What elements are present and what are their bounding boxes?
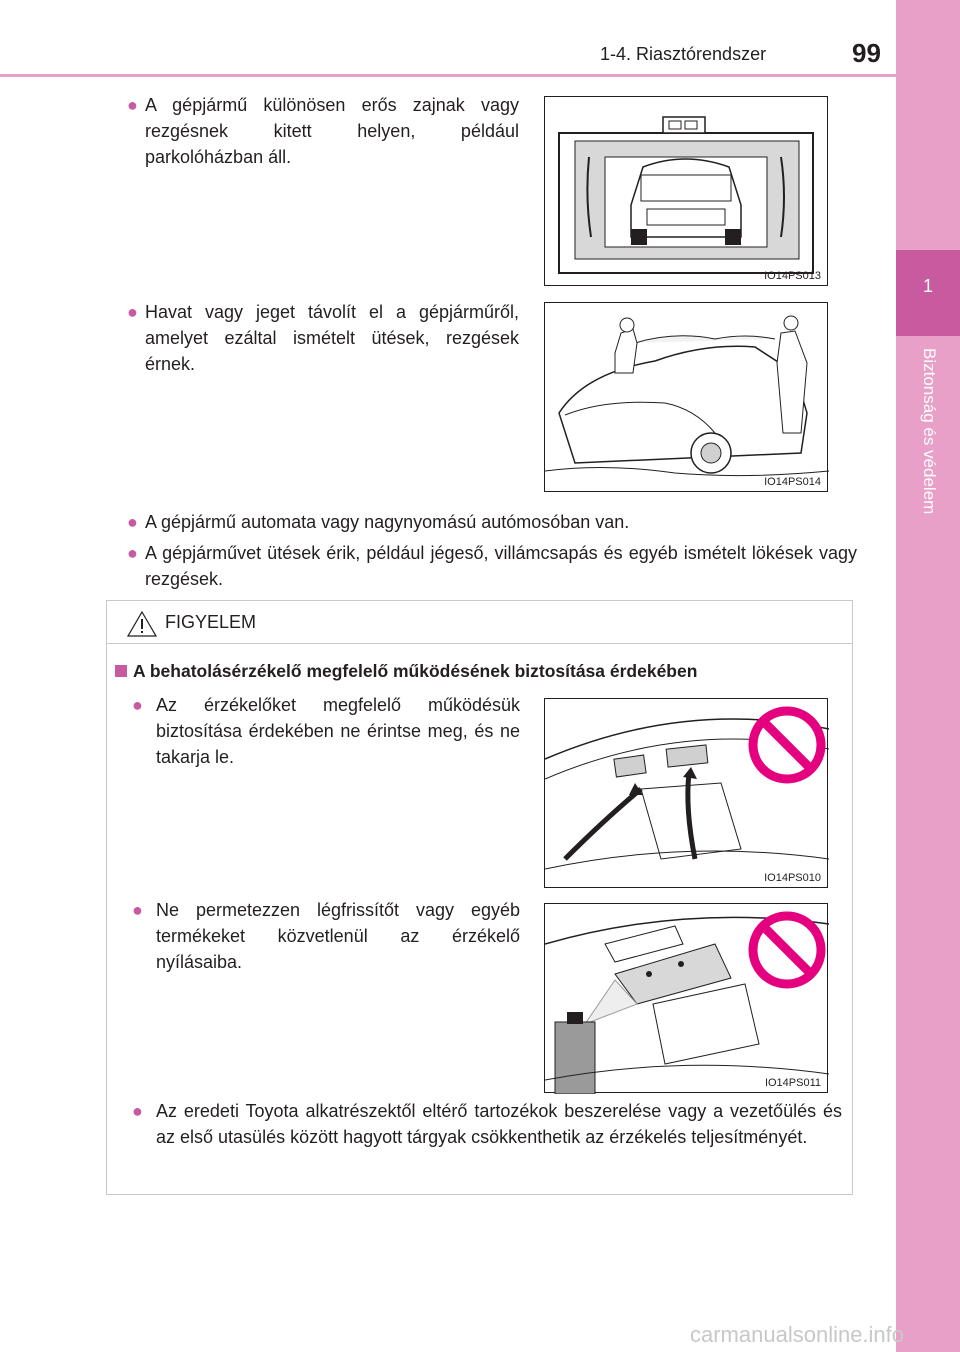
figure-code: IO14PS013 (764, 270, 821, 282)
warning-item-text: Az eredeti Toyota alkatrészektől eltérő tartozékok beszerelése vagy a vezetőülés és az első utasülés között hagyott tárgyak csökkenthetik az érzékelés teljesítményét. (156, 1101, 842, 1147)
figure-code: IO14PS011 (764, 1077, 821, 1089)
figure-code: IO14PS014 (764, 476, 821, 488)
bullet-item (127, 540, 857, 592)
warning-header-rule (106, 643, 853, 644)
sensor-touch-illustration (545, 699, 829, 889)
bullet-item (127, 509, 857, 535)
bullet-dot-icon: ● (132, 900, 143, 920)
bullet-dot-icon: ● (132, 1101, 143, 1121)
figure-parking-garage (544, 96, 828, 286)
bullet-item (127, 92, 519, 170)
page-number: 99 (852, 38, 881, 68)
warning-triangle-icon (126, 610, 158, 638)
warning-title: FIGYELEM (165, 612, 257, 632)
figure-snow-removal (544, 302, 828, 492)
warning-item (132, 1098, 842, 1150)
chapter-title: Biztonság és védelem (920, 348, 939, 515)
figure-code: IO14PS010 (764, 872, 821, 884)
figure-spray-prohibited (544, 903, 828, 1093)
chapter-side-tab (896, 0, 960, 1352)
warning-subheading-text: A behatolásérzékelő megfelelő működésének biztosítása érdekében (133, 661, 698, 681)
bullet-text: A gépjármű automata vagy nagynyomású autómosóban van. (145, 512, 630, 532)
bullet-text: A gépjárművet ütések érik, például jégeső, villámcsapás és egyéb ismételt lökések vagy rezgések. (145, 543, 857, 589)
snow-removal-illustration (545, 303, 829, 493)
spray-illustration (545, 904, 829, 1094)
bullet-dot-icon: ● (127, 543, 138, 563)
warning-item-text: Az érzékelőket megfelelő működésük biztosítása érdekében ne érintse meg, és ne takarja le. (156, 695, 520, 767)
chapter-number: 1 (922, 276, 933, 296)
figure-sensor-touch-prohibited (544, 698, 828, 888)
bullet-dot-icon: ● (127, 95, 138, 115)
warning-item (132, 692, 520, 770)
warning-subheading (115, 661, 697, 682)
bullet-text: A gépjármű különösen erős zajnak vagy rezgésnek kitett helyen, például parkolóházban áll. (145, 95, 519, 167)
header-rule (0, 74, 896, 77)
footer-watermark[interactable]: carmanualsonline.info (690, 1322, 905, 1347)
warning-item (132, 897, 520, 975)
header-section-title: 1-4. Riasztórendszer (600, 44, 767, 64)
square-bullet-icon (115, 665, 127, 677)
bullet-dot-icon: ● (132, 695, 143, 715)
bullet-item (127, 299, 519, 377)
bullet-text: Havat vagy jeget távolít el a gépjárműről, amelyet ezáltal ismételt ütések, rezgések érnek. (145, 302, 519, 374)
bullet-dot-icon: ● (127, 512, 138, 532)
parking-garage-illustration (545, 97, 829, 287)
bullet-dot-icon: ● (127, 302, 138, 322)
warning-item-text: Ne permetezzen légfrissítőt vagy egyéb termékeket közvetlenül az érzékelő nyílásaiba. (156, 900, 520, 972)
